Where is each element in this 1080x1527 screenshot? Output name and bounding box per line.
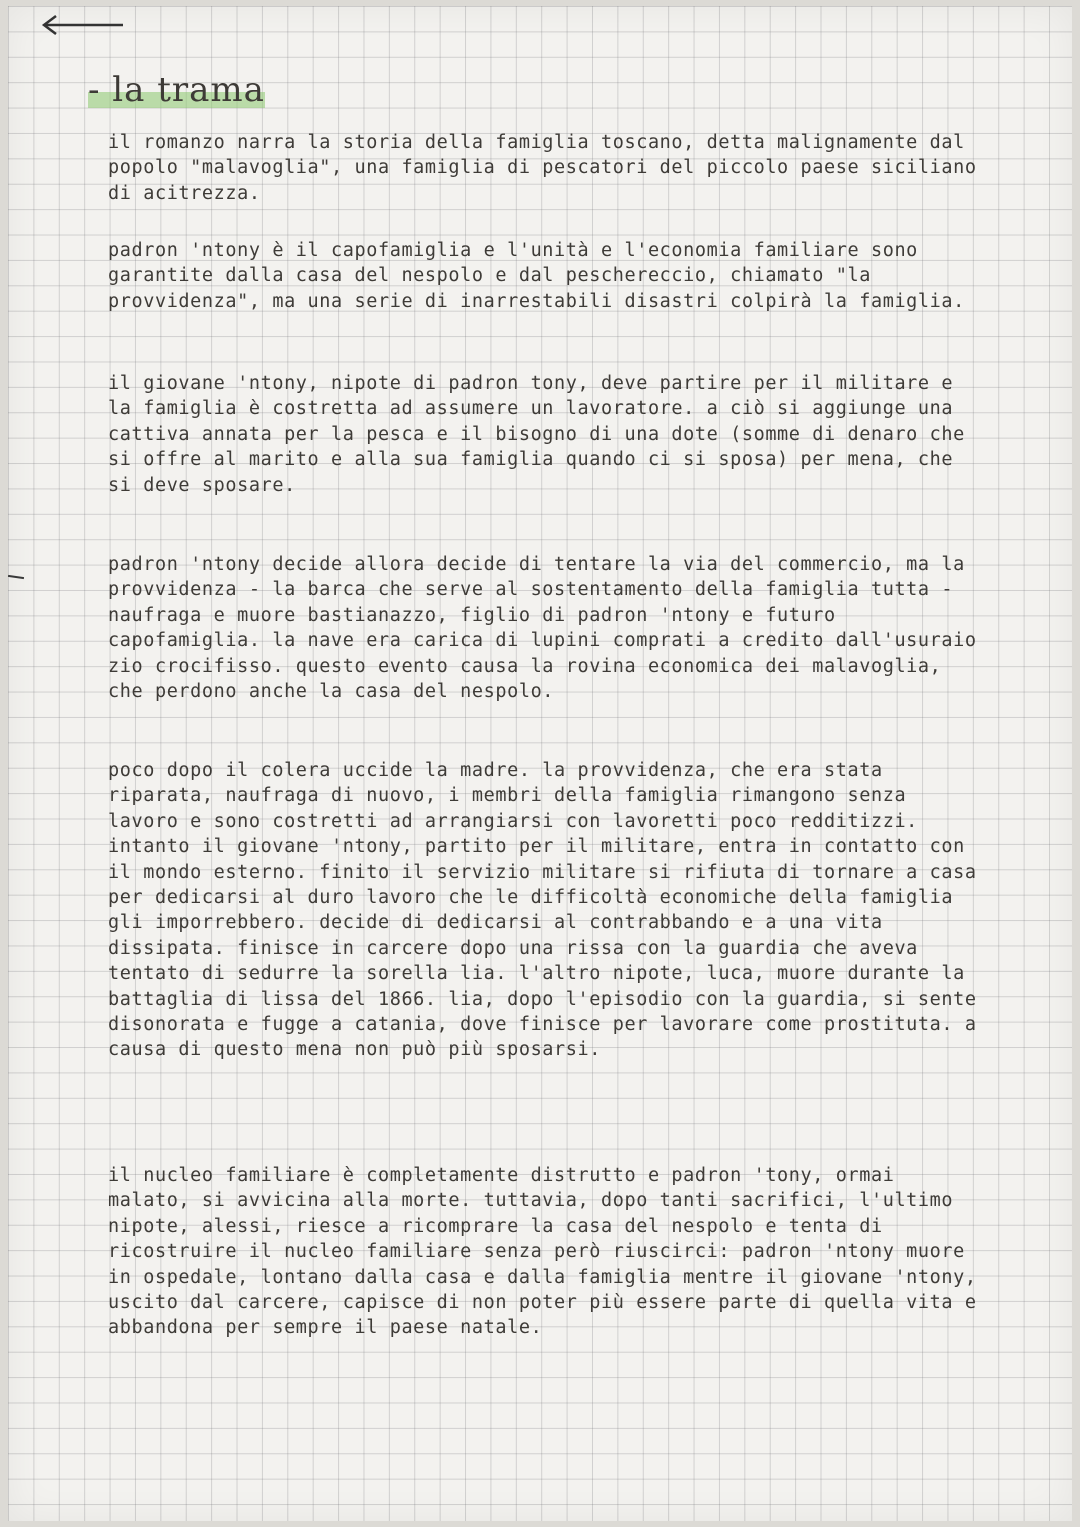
paragraph-disgrazie: poco dopo il colera uccide la madre. la provvidenza, che era stata riparata, naufraga di nuovo, i membri della famiglia rimangono senza lavoro e sono costretti ad arrangiarsi con lavoretti poco redditizzi. intanto il giovane 'ntony, partito per il militare, entra in contatto con il mondo esterno. finito il servizio militare si rifiuta di tornare a casa per dedicarsi al duro lavoro che le difficoltà economiche della famiglia gli imporrebbero. decide di dedicarsi al contrabbando e a una vita dissipata. finisce in carcere dopo una rissa con la guardia che aveva tentato di sedurre la sorella lia. l'altro nipote, luca, muore durante la battaglia di lissa del 1866. lia, dopo l'episodio con la guardia, si sente disonorata e fugge a catania, dove finisce per lavorare come prostituta. a causa di questo mena non può più sposarsi. xyxy=(108,760,977,1061)
page-title: - la trama xyxy=(88,70,265,110)
back-arrow-icon[interactable] xyxy=(38,12,128,42)
paragraph-padron-ntony: padron 'ntony è il capofamiglia e l'unità e l'economia familiare sono garantite dalla casa del nespolo e dal peschereccio, chiamato "la provvidenza", ma una serie di inarrestabili disastri colpirà la famiglia. xyxy=(108,240,965,312)
paragraph-giovane-ntony: il giovane 'ntony, nipote di padron tony, deve partire per il militare e la famiglia è costretta ad assumere un lavoratore. a ciò si aggiunge una cattiva annata per la pesca e il bisogno di una dote (somme di denaro che si offre al marito e alla sua famiglia quando ci si sposa) per mena, che si deve sposare. xyxy=(108,373,965,496)
paragraph-intro: il romanzo narra la storia della famiglia toscano, detta malignamente dal popolo "malavoglia", una famiglia di pescatori del piccolo paese siciliano di acitrezza. xyxy=(108,132,977,204)
paragraph-finale: il nucleo familiare è completamente distrutto e padron 'tony, ormai malato, si avvicina alla morte. tuttavia, dopo tanti sacrifici, l'ultimo nipote, alessi, riesce a ricomprare la casa del nespolo e tenta di ricostruire il nucleo familiare senza però riuscirci: padron 'ntony muore in ospedale, lontano dalla casa e dalla famiglia mentre il giovane 'ntony, uscito dal carcere, capisce di non poter più essere parte di quella vita e abbandona per sempre il paese natale. xyxy=(108,1165,977,1339)
paragraph-commercio: padron 'ntony decide allora decide di tentare la via del commercio, ma la provvidenza - la barca che serve al sostentamento della famiglia tutta - naufraga e muore bastianazzo, figlio di padron 'ntony e futuro capofamiglia. la nave era carica di lupini comprati a credito dall'usuraio zio crocifisso. questo evento causa la rovina economica dei malavoglia, che perdono anche la casa del nespolo. xyxy=(108,554,977,703)
margin-mark xyxy=(8,575,24,579)
notebook-page xyxy=(8,6,1072,1521)
